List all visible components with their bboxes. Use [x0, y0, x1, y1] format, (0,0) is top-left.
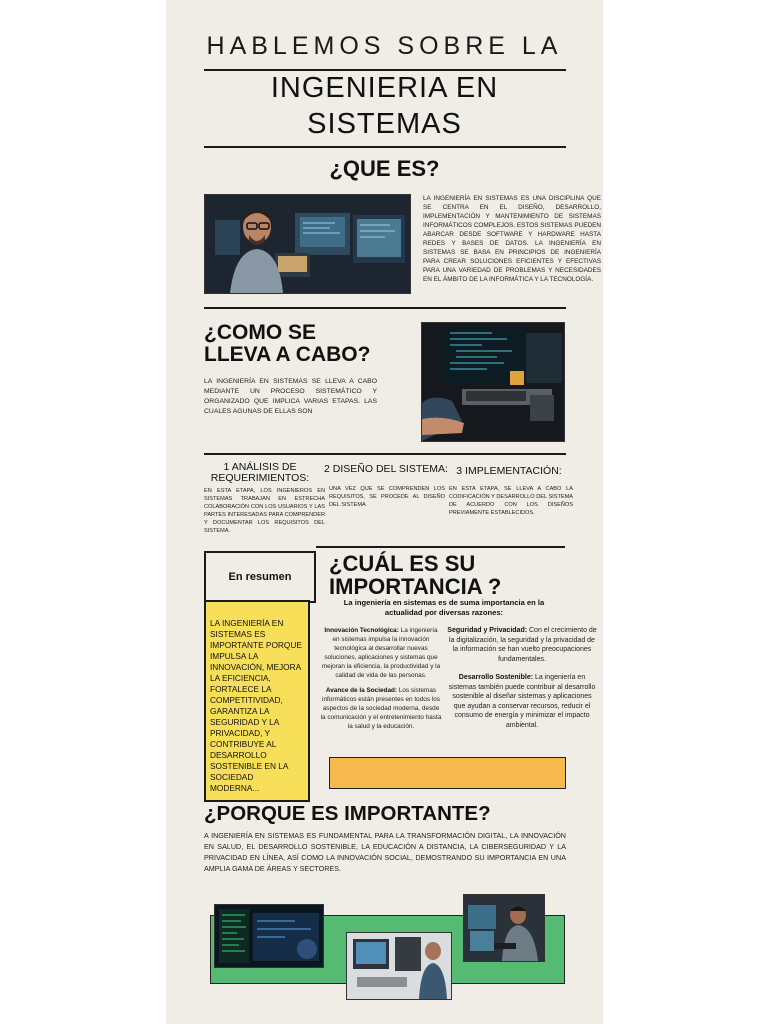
photo-coder-monitors	[421, 322, 565, 442]
item-label: Seguridad y Privacidad:	[447, 627, 528, 634]
importancia-item-sostenible	[446, 673, 598, 730]
item-label: Innovación Tecnológica:	[324, 627, 399, 634]
step-3-title: 3 IMPLEMENTACIÓN:	[456, 465, 562, 477]
header-line-3: SISTEMAS	[307, 108, 462, 140]
importancia-item-innovacion	[320, 626, 442, 680]
header-line-2: INGENIERIA EN	[270, 72, 499, 104]
photo-developer-desk	[346, 932, 452, 1000]
step-2-body: UNA VEZ QUE SE COMPRENDEN LOS REQUISITOS, SE PROCEDE AL DISEÑO DEL SISTEMA	[329, 486, 445, 508]
que-es-body: LA INGENIERÍA EN SISTEMAS ES UNA DISCIPLINA QUE SE CENTRA EN EL DISEÑO, DESARROLLO, IMPLEMENTACIÓN Y MANTENIMIENTO DE SISTEMAS INFORMÁTICOS COMPLEJOS. ESTOS SISTEMAS PUEDEN ABARCAR DESDE SOFTWARE Y HARDWARE HASTA REDES Y BASES DE DATOS. LA INGENIERÍA EN SISTEMAS SE BASA EN PRINCIPIOS DE INGENIERÍA PARA CREAR SOLUCIONES EFICIENTES Y EFECTIVAS PARA UNA VARIEDAD DE PROBLEMAS Y NECESIDADES EN EL ÁMBITO DE LA INFORMÁTICA Y LA TECNOLOGÍA.	[423, 195, 601, 283]
orange-accent-bar	[329, 757, 566, 789]
como-heading-line-2: LLEVA A CABO?	[204, 343, 371, 366]
divider	[204, 453, 566, 455]
item-label: Avance de la Sociedad:	[325, 687, 398, 694]
importancia-item-seguridad	[446, 626, 598, 664]
photo-engineer-workstation	[463, 894, 545, 962]
item-text: La ingeniería en sistemas impulsa la innovación tecnológica al desarrollar nuevas soluciones, aplicaciones y sistemas que mejoran la eficiencia, la productividad y la calidad de vida de las personas.	[321, 627, 441, 679]
resumen-label-box	[204, 551, 316, 603]
photo-programmer-glasses	[204, 194, 411, 294]
item-label: Desarrollo Sostenible:	[458, 674, 534, 681]
header-line-1: HABLEMOS SOBRE LA	[206, 32, 563, 60]
resumen-label: En resumen	[228, 571, 292, 583]
step-1-body: EN ESTA ETAPA, LOS INGENIEROS EN SISTEMAS TRABAJAN EN ESTRECHA COLABORACIÓN CON LOS USUARIOS Y LAS PARTES INTERESADAS PARA COMPRENDER Y DOCUMENTAR LOS REQUISITOS DEL SISTEMA.	[204, 488, 325, 534]
resumen-summary-box	[204, 600, 310, 802]
importancia-intro: La ingeniería en sistemas es de suma importancia en la actualidad por diversas razones:	[343, 598, 545, 617]
divider	[204, 307, 566, 309]
porque-body: A INGENIERÍA EN SISTEMAS ES FUNDAMENTAL PARA LA TRANSFORMACIÓN DIGITAL, LA INNOVACIÓN EN SALUD, EL DESARROLLO SOSTENIBLE, LA EDUCACIÓN A DISTANCIA, LA CIBERSEGURIDAD Y LA PRIVACIDAD EN LÍNEA, ASÍ COMO LA INNOVACIÓN SOCIAL, DEMOSTRANDO SU IMPORTANCIA EN UNA AMPLIA GAMA DE ÁREAS Y SECTORES.	[204, 831, 566, 873]
porque-heading: ¿PORQUE ES IMPORTANTE?	[204, 802, 491, 825]
step-2-title: 2 DISEÑO DEL SISTEMA:	[324, 463, 448, 475]
importancia-heading-line-1: ¿CUÁL ES SU	[329, 551, 476, 576]
como-heading	[204, 322, 370, 366]
step-1-title: 1 ANÁLISIS DE REQUERIMIENTOS:	[210, 461, 310, 484]
importancia-item-sociedad	[320, 686, 442, 731]
divider	[204, 69, 566, 71]
importancia-heading-line-2: IMPORTANCIA ?	[329, 574, 502, 599]
que-es-heading: ¿QUE ES?	[329, 156, 440, 181]
como-heading-line-1: ¿COMO SE	[204, 321, 317, 344]
divider	[204, 146, 566, 148]
importancia-heading	[329, 552, 501, 598]
item-text: La ingeniería en sistemas también puede contribuir al desarrollo sostenible al diseñar sistemas y aplicaciones que ayudan a conservar recursos, reducir el consumo de energía y minimizar el impacto ambiental.	[448, 674, 596, 729]
resumen-body: LA INGENIERÍA EN SISTEMAS ES IMPORTANTE PORQUE IMPULSA LA INNOVACIÓN, MEJORA LA EFICIENCIA, FORTALECE LA COMPETITIVIDAD, GARANTIZA LA SEGURIDAD Y LA PRIVACIDAD, Y CONTRIBUYE AL DESARROLLO SOSTENIBLE EN LA SOCIEDAD MODERNA...	[210, 618, 302, 793]
como-body: LA INGENIERÍA EN SISTEMAS SE LLEVA A CABO MEDIANTE UN PROCESO SISTEMÁTICO Y ORGANIZADO QUE IMPLICA VARIAS ETAPAS. LAS CUALES AGUNAS DE ELLAS SON	[204, 378, 377, 415]
photo-code-screens	[214, 904, 324, 968]
item-text: Con el crecimiento de la digitalización, la seguridad y la privacidad de la información se han vuelto preocupaciones fundamentales.	[449, 627, 597, 663]
step-3-body: EN ESTA ETAPA, SE LLEVA A CABO LA CODIFICACIÓN Y DESARROLLO DEL SISTEMA DE ACUERDO CON LOS DISEÑOS PREVIAMENTE ESTABLECIDOS.	[449, 486, 573, 516]
infographic-poster	[166, 0, 603, 1024]
item-text: Los sistemas informáticos están presentes en todos los aspectos de la sociedad moderna, desde la comunicación y el entretenimiento hasta la salud y la educación.	[320, 687, 442, 730]
divider	[316, 546, 565, 548]
